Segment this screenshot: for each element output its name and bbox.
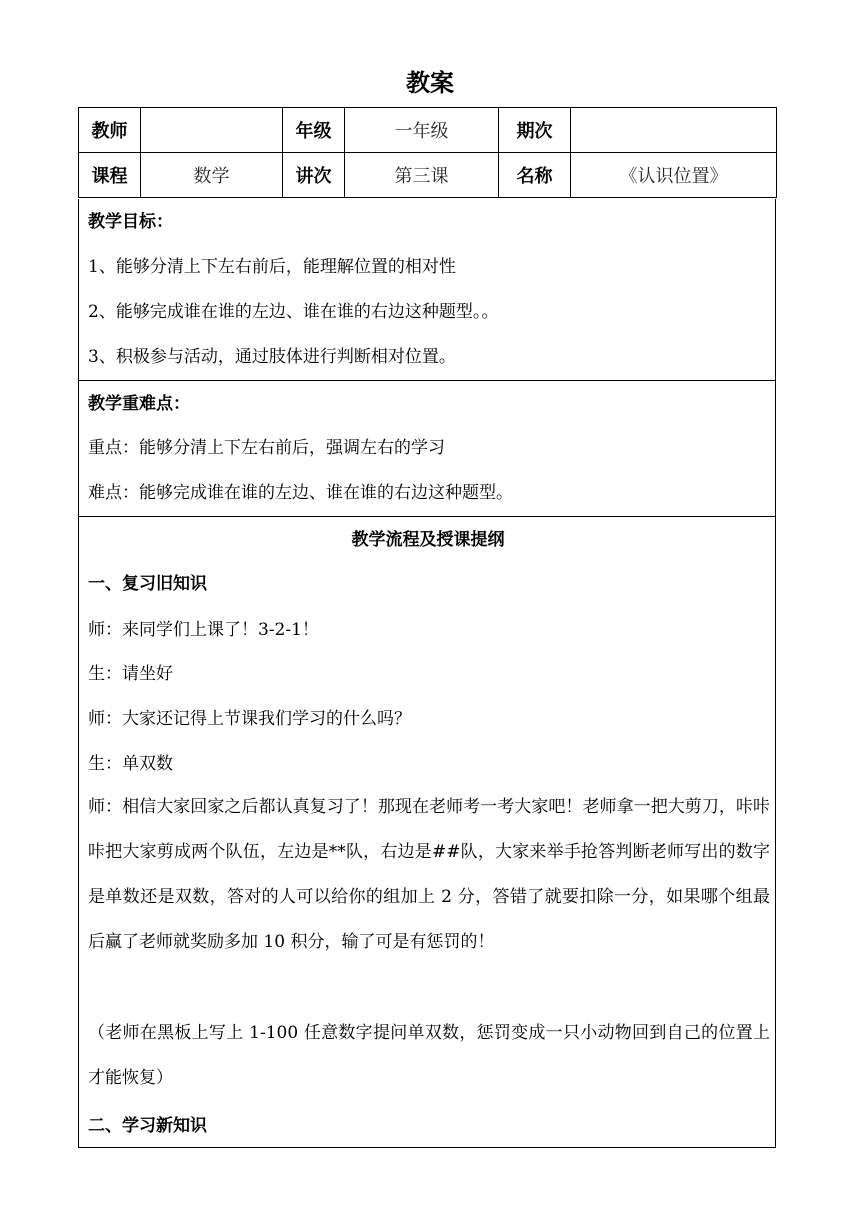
process-section <box>78 517 776 1148</box>
goal-item: 1、能够分清上下左右前后，能理解位置的相对性 <box>88 257 456 277</box>
dialogue-line: 生：单双数 <box>88 754 173 774</box>
info-row-2 <box>79 153 777 198</box>
info-row-1 <box>79 108 777 153</box>
key-points-heading: 教学重难点： <box>88 394 190 414</box>
review-activity-paragraph: 师：相信大家回家之后都认真复习了！那现在老师考一考大家吧！老师拿一把大剪刀，咔咔咔把大家剪成两个队伍，左边是**队，右边是##队，大家来举手抢答判断老师写出的数字是单数还是双数，答对的人可以给你的组加上 2 分，答错了就要扣除一分，如果哪个组最后赢了老师就奖励多加 10 积分，输了可是有惩罚的！ <box>88 797 770 952</box>
course-label: 课程 <box>79 153 141 198</box>
lecture-label: 讲次 <box>283 153 345 198</box>
dialogue-line: 师：来同学们上课了！3-2-1！ <box>88 620 319 640</box>
review-activity-note: （老师在黑板上写上 1-100 任意数字提问单双数，惩罚变成一只小动物回到自己的位置上才能恢复） <box>88 1023 770 1088</box>
key-point-item: 重点：能够分清上下左右前后，强调左右的学习 <box>88 438 445 458</box>
lecture-value: 第三课 <box>345 153 499 198</box>
dialogue-line: 生：请坐好 <box>88 664 173 684</box>
page-title: 教案 <box>406 69 454 97</box>
process-heading: 教学流程及授课提纲 <box>351 530 505 550</box>
section-review-heading: 一、复习旧知识 <box>88 574 207 594</box>
teacher-value <box>141 108 283 153</box>
course-value: 数学 <box>141 153 283 198</box>
goal-item: 2、能够完成谁在谁的左边、谁在谁的右边这种题型。。 <box>88 302 499 322</box>
dialogue-line: 师：大家还记得上节课我们学习的什么吗？ <box>88 709 411 729</box>
period-label: 期次 <box>499 108 571 153</box>
grade-value: 一年级 <box>345 108 499 153</box>
key-points-section <box>78 381 776 517</box>
name-label: 名称 <box>499 153 571 198</box>
section-new-knowledge-heading: 二、学习新知识 <box>88 1116 207 1136</box>
key-point-item: 难点：能够完成谁在谁的左边、谁在谁的右边这种题型。 <box>88 483 513 503</box>
goals-heading: 教学目标： <box>88 212 173 232</box>
grade-label: 年级 <box>283 108 345 153</box>
goal-item: 3、积极参与活动，通过肢体进行判断相对位置。 <box>88 347 456 367</box>
period-value <box>571 108 777 153</box>
info-table <box>78 107 777 198</box>
goals-section <box>78 199 776 381</box>
name-value: 《认识位置》 <box>571 153 777 198</box>
teacher-label: 教师 <box>79 108 141 153</box>
